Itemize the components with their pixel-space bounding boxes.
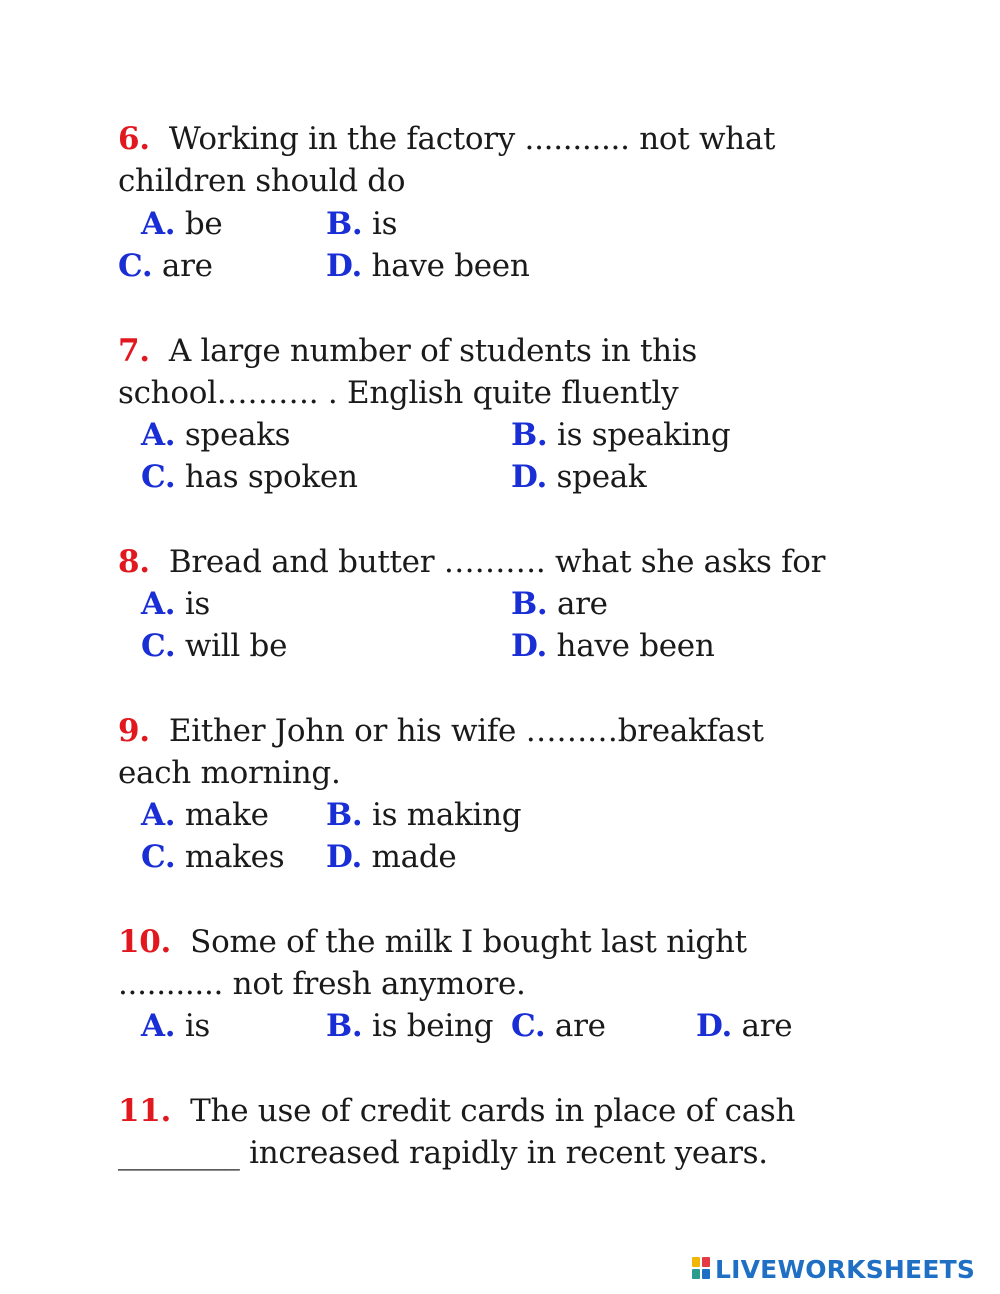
question-text: The use of credit cards in place of cash [190, 1093, 796, 1129]
logo-mark-icon [692, 1257, 712, 1281]
option-text: be [184, 206, 223, 242]
question-10-line-2 [118, 963, 526, 1005]
question-number: 6. [118, 121, 150, 157]
option-text: have been [371, 248, 530, 284]
option-c[interactable] [118, 245, 213, 287]
option-letter: D. [326, 248, 362, 284]
option-text: speak [556, 459, 647, 495]
question-9-line-1 [118, 710, 764, 752]
option-a[interactable] [141, 583, 210, 625]
option-letter: B. [511, 417, 548, 453]
option-c[interactable] [511, 1005, 606, 1047]
question-8-line-1 [118, 541, 825, 583]
option-text: made [371, 839, 457, 875]
question-text: Bread and butter ………. what she asks for [168, 544, 826, 580]
option-letter: D. [696, 1008, 732, 1044]
option-letter: A. [141, 797, 176, 833]
option-letter: C. [118, 248, 153, 284]
question-10-line-1 [118, 921, 747, 963]
option-b[interactable] [326, 1005, 493, 1047]
option-text: is [184, 1008, 211, 1044]
question-text: Either John or his wife ………breakfast [168, 713, 764, 749]
question-text: Some of the milk I bought last night [190, 924, 747, 960]
option-text: are [161, 248, 213, 284]
option-letter: A. [141, 1008, 176, 1044]
question-number: 10. [118, 924, 172, 960]
question-number: 8. [118, 544, 150, 580]
question-number: 11. [118, 1093, 172, 1129]
option-text: make [184, 797, 269, 833]
question-6-line-1 [118, 118, 775, 160]
option-b[interactable] [326, 203, 397, 245]
option-b[interactable] [511, 583, 608, 625]
option-c[interactable] [141, 456, 358, 498]
question-text: A large number of students in this [168, 333, 698, 369]
question-7-line-1 [118, 330, 697, 372]
option-letter: D. [326, 839, 362, 875]
question-number: 7. [118, 333, 150, 369]
option-a[interactable] [141, 414, 290, 456]
option-letter: D. [511, 628, 547, 664]
logo-text: LIVEWORKSHEETS [715, 1254, 976, 1284]
option-d[interactable] [326, 245, 530, 287]
option-d[interactable] [511, 456, 646, 498]
option-a[interactable] [141, 203, 222, 245]
option-b[interactable] [511, 414, 730, 456]
question-11-line-1 [118, 1090, 795, 1132]
option-d[interactable] [326, 836, 456, 878]
option-c[interactable] [141, 836, 284, 878]
option-letter: C. [141, 839, 176, 875]
option-text: speaks [184, 417, 291, 453]
option-text: is making [371, 797, 522, 833]
question-text: ........... not fresh anymore. [118, 966, 526, 1002]
option-b[interactable] [326, 794, 521, 836]
option-text: are [556, 586, 608, 622]
option-text: is [371, 206, 398, 242]
option-d[interactable] [511, 625, 715, 667]
question-9-line-2 [118, 752, 341, 794]
option-text: are [741, 1008, 793, 1044]
question-11-line-2 [118, 1132, 768, 1174]
option-text: is [184, 586, 211, 622]
option-letter: D. [511, 459, 547, 495]
option-letter: B. [326, 1008, 363, 1044]
option-letter: A. [141, 417, 176, 453]
liveworksheets-logo [692, 1254, 975, 1284]
option-d[interactable] [696, 1005, 792, 1047]
question-text: ________ increased rapidly in recent years. [118, 1135, 768, 1171]
question-text: each morning. [118, 755, 341, 791]
option-text: has spoken [184, 459, 358, 495]
option-letter: C. [511, 1008, 546, 1044]
option-c[interactable] [141, 625, 287, 667]
option-letter: B. [326, 206, 363, 242]
option-a[interactable] [141, 1005, 210, 1047]
option-text: will be [184, 628, 288, 664]
question-number: 9. [118, 713, 150, 749]
question-7-line-2 [118, 372, 678, 414]
option-letter: B. [511, 586, 548, 622]
question-text: Working in the factory ........... not what [168, 121, 776, 157]
option-text: makes [184, 839, 285, 875]
question-text: children should do [118, 163, 406, 199]
option-a[interactable] [141, 794, 269, 836]
option-letter: A. [141, 206, 176, 242]
question-6-line-2 [118, 160, 405, 202]
option-letter: C. [141, 459, 176, 495]
option-letter: C. [141, 628, 176, 664]
option-letter: B. [326, 797, 363, 833]
option-letter: A. [141, 586, 176, 622]
option-text: is being [371, 1008, 494, 1044]
question-text: school………. . English quite fluently [118, 375, 679, 411]
option-text: are [554, 1008, 606, 1044]
option-text: is speaking [556, 417, 731, 453]
option-text: have been [556, 628, 715, 664]
